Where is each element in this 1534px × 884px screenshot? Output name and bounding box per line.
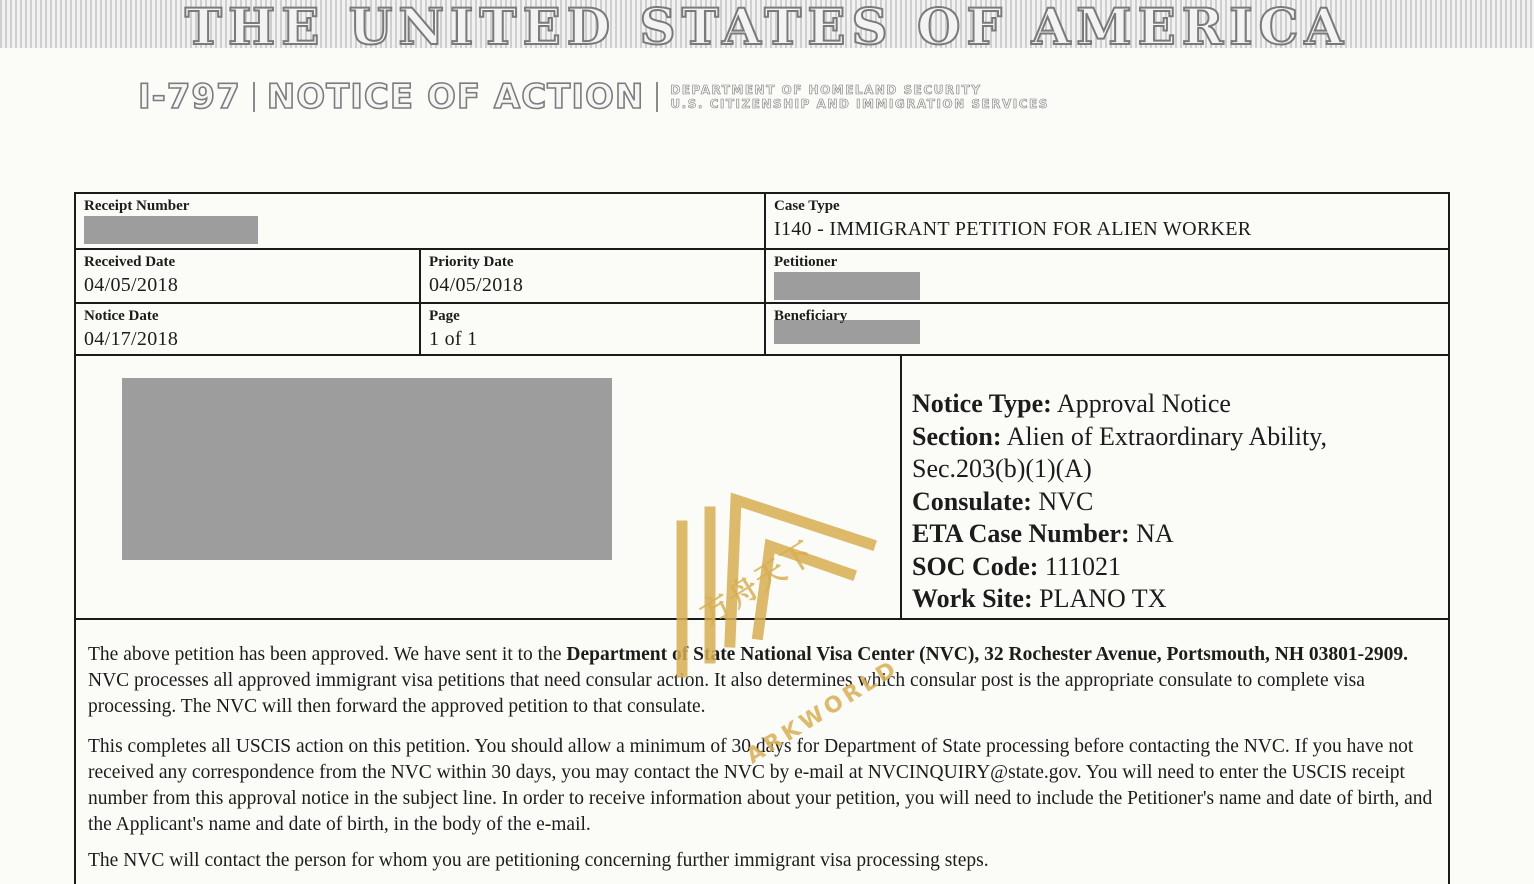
header-divider [253,82,255,112]
case-info-table [74,192,1450,356]
receipt-number-cell [76,194,766,250]
receipt-number-redacted [84,216,258,244]
priority-date-cell [421,250,766,304]
eta-value: NA [1136,519,1174,548]
beneficiary-cell [766,304,1450,356]
agency-line-2: U.S. CITIZENSHIP AND IMMIGRATION SERVICES [670,97,1049,111]
section-row-2 [912,453,1442,486]
case-type-label: Case Type [774,198,840,214]
worksite-row [912,583,1442,616]
form-header [138,76,1049,118]
paragraph-uscis-action: This completes all USCIS action on this petition. You should allow a minimum of 30 days for Department of State processing before contacting the NVC. If you have not received any correspondence from the NVC within 30 days, you may contact the NVC by e-mail at NVCINQUIRY@state.gov. You will need to enter the USCIS receipt number from this approval notice in the subject line. In order to receive information about your petition, you will need to include the Petitioner's name and date of birth, and the Applicant's name and date of birth, in the body of the e-mail. [88,736,1433,835]
beneficiary-label: Beneficiary [774,308,848,324]
receipt-number-label: Receipt Number [84,198,190,214]
watermark-cn-text: 方舟天下 [694,534,822,633]
paragraph-nvc-contact: The NVC will contact the person for whom you are petitioning concerning further immigrant visa processing steps. [88,850,989,871]
section-label: Section: [912,421,1002,451]
header-divider [656,82,658,112]
consulate-label: Consulate: [912,486,1032,516]
case-type-cell [766,194,1450,250]
notice-type-row [912,388,1442,421]
vertical-divider [900,356,902,618]
paragraph-approval [88,642,1438,720]
nvc-address: Department of State National Visa Center (NVC), 32 Rochester Avenue, Portsmouth, NH 03801-2909. [566,644,1409,665]
received-date-value: 04/05/2018 [84,274,179,296]
worksite-value: PLANO TX [1039,584,1167,613]
eta-label: ETA Case Number: [912,519,1130,548]
soc-label: SOC Code: [912,551,1039,581]
priority-date-label: Priority Date [429,254,514,270]
section-value: Alien of Extraordinary Ability, [1006,421,1327,451]
eta-row [912,518,1442,551]
banner [0,0,1534,48]
form-title: NOTICE OF ACTION [266,77,645,117]
notice-details [912,388,1442,616]
watermark-en-text: ARKWORLD [742,655,904,770]
paragraph-1-text: The above petition has been approved. We have sent it to the [88,644,562,665]
priority-date-value: 04/05/2018 [429,274,524,296]
soc-row [912,551,1442,584]
notice-date-cell [76,304,421,356]
agency-block [670,83,1048,111]
notice-type-value: Approval Notice [1056,389,1231,418]
soc-value: 111021 [1044,551,1121,581]
paragraph-1-text-2: NVC processes all approved immigrant visa petitions that need consular action. It also determines which consular post is the appropriate consulate to complete visa processing. The NVC will then forward the approved petition to that consulate. [88,670,1365,717]
consulate-row [912,486,1442,519]
banner-title: THE UNITED STATES OF AMERICA [184,0,1350,48]
consulate-value: NVC [1038,486,1094,516]
page-label: Page [429,308,460,324]
section-row [912,421,1442,454]
case-type-value: I140 - IMMIGRANT PETITION FOR ALIEN WORKER [774,218,1252,240]
notice-date-label: Notice Date [84,308,159,324]
notice-type-label: Notice Type: [912,389,1052,418]
notice-date-value: 04/17/2018 [84,328,179,350]
page-cell [421,304,766,356]
page-value: 1 of 1 [429,328,478,350]
received-date-cell [76,250,421,304]
received-date-label: Received Date [84,254,176,270]
petitioner-redacted [774,272,920,300]
address-redacted [122,378,612,560]
worksite-label: Work Site: [912,584,1033,613]
form-number: I-797 [138,77,241,117]
section-value-2: Sec.203(b)(1)(A) [912,454,1092,483]
agency-line-1: DEPARTMENT OF HOMELAND SECURITY [670,83,982,97]
petitioner-cell [766,250,1450,304]
petitioner-label: Petitioner [774,254,838,270]
